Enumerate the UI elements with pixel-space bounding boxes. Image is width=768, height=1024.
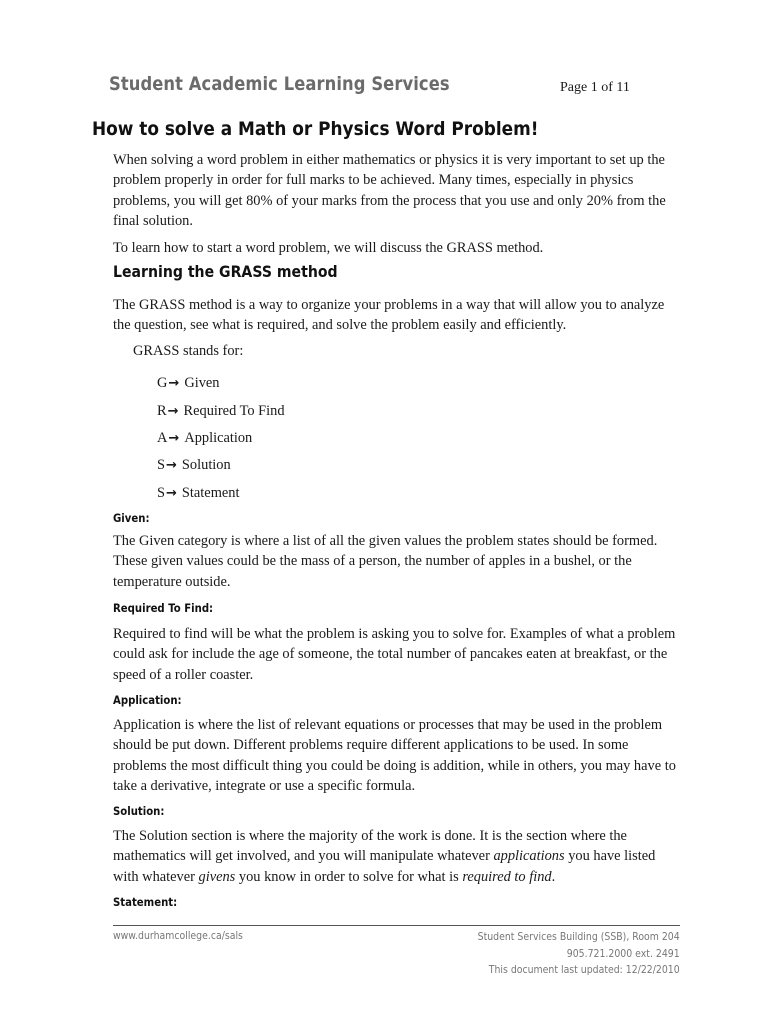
given-heading: Given:	[113, 511, 150, 525]
footer-divider	[113, 925, 680, 926]
list-item	[157, 425, 285, 452]
arrow-right-icon: →	[166, 458, 177, 474]
list-item-label: Statement	[181, 484, 240, 501]
list-item	[157, 480, 285, 507]
list-item-label: Solution	[181, 457, 231, 474]
arrow-right-icon: →	[168, 430, 180, 446]
intro-paragraph-1: When solving a word problem in either mathematics or physics it is very important to set up the problem properly in order for full marks to be achieved. Many times, especially in physics problems, you will get 80% of your marks from the process that you use and only 20% from the final solution.	[113, 152, 666, 229]
list-item-letter: G	[157, 375, 168, 392]
given-paragraph: The Given category is where a list of all the given values the problem states should be formed. These given values could be the mass of a person, the number of apples in a bushel, or the temperature outside.	[113, 533, 658, 590]
application-heading: Application:	[113, 693, 182, 707]
footer-address: Student Services Building (SSB), Room 204	[477, 930, 680, 943]
intro-paragraph-2: To learn how to start a word problem, we will discuss the GRASS method.	[113, 240, 544, 256]
header-org-name: Student Academic Learning Services	[109, 73, 450, 95]
list-item	[157, 452, 285, 479]
footer-url: www.durhamcollege.ca/sals	[113, 929, 243, 942]
list-item-letter: S	[157, 457, 166, 474]
footer-updated: This document last updated: 12/22/2010	[489, 963, 680, 976]
header-page-number: Page 1 of 11	[560, 80, 630, 95]
footer-phone: 905.721.2000 ext. 2491	[567, 946, 680, 960]
document-title: How to solve a Math or Physics Word Problem!	[92, 118, 539, 140]
list-item-letter: S	[157, 484, 166, 501]
arrow-right-icon: →	[166, 485, 177, 501]
list-item	[157, 370, 285, 397]
list-item-letter: R	[157, 402, 167, 419]
grass-list	[157, 370, 285, 507]
arrow-right-icon: →	[167, 403, 179, 419]
required-heading: Required To Find:	[113, 601, 214, 615]
solution-paragraph: The Solution section is where the majority of the work is done. It is the section where the mathematics will get involved, and you will manipulate whatever applications you have listed with whatever givens you know in order to solve for what is required to find.	[113, 828, 656, 885]
required-paragraph: Required to find will be what the problem is asking you to solve for. Examples of what a problem could ask for include the age of someone, the total number of pancakes eaten at breakfast, or the speed of a roller coaster.	[113, 626, 676, 683]
list-item	[157, 397, 285, 424]
grass-description: The GRASS method is a way to organize your problems in a way that will allow you to analyze the question, see what is required, and solve the problem easily and efficiently.	[113, 297, 665, 334]
list-item-letter: A	[157, 429, 168, 446]
footer-contact	[478, 929, 680, 979]
section-heading-grass: Learning the GRASS method	[113, 262, 338, 281]
solution-heading: Solution:	[113, 804, 165, 818]
list-item-label: Required To Find	[183, 402, 285, 419]
list-item-label: Application	[184, 429, 253, 446]
grass-stands-for: GRASS stands for:	[133, 343, 244, 359]
application-paragraph: Application is where the list of relevant equations or processes that may be used in the problem should be put down. Different problems require different applications to be used. In some problems the most difficult thing you could be doing is addition, while in others, you may have to take a derivative, integrate or use a specific formula.	[113, 717, 676, 794]
arrow-right-icon: →	[168, 376, 180, 392]
statement-heading: Statement:	[113, 895, 178, 909]
list-item-label: Given	[184, 375, 220, 392]
